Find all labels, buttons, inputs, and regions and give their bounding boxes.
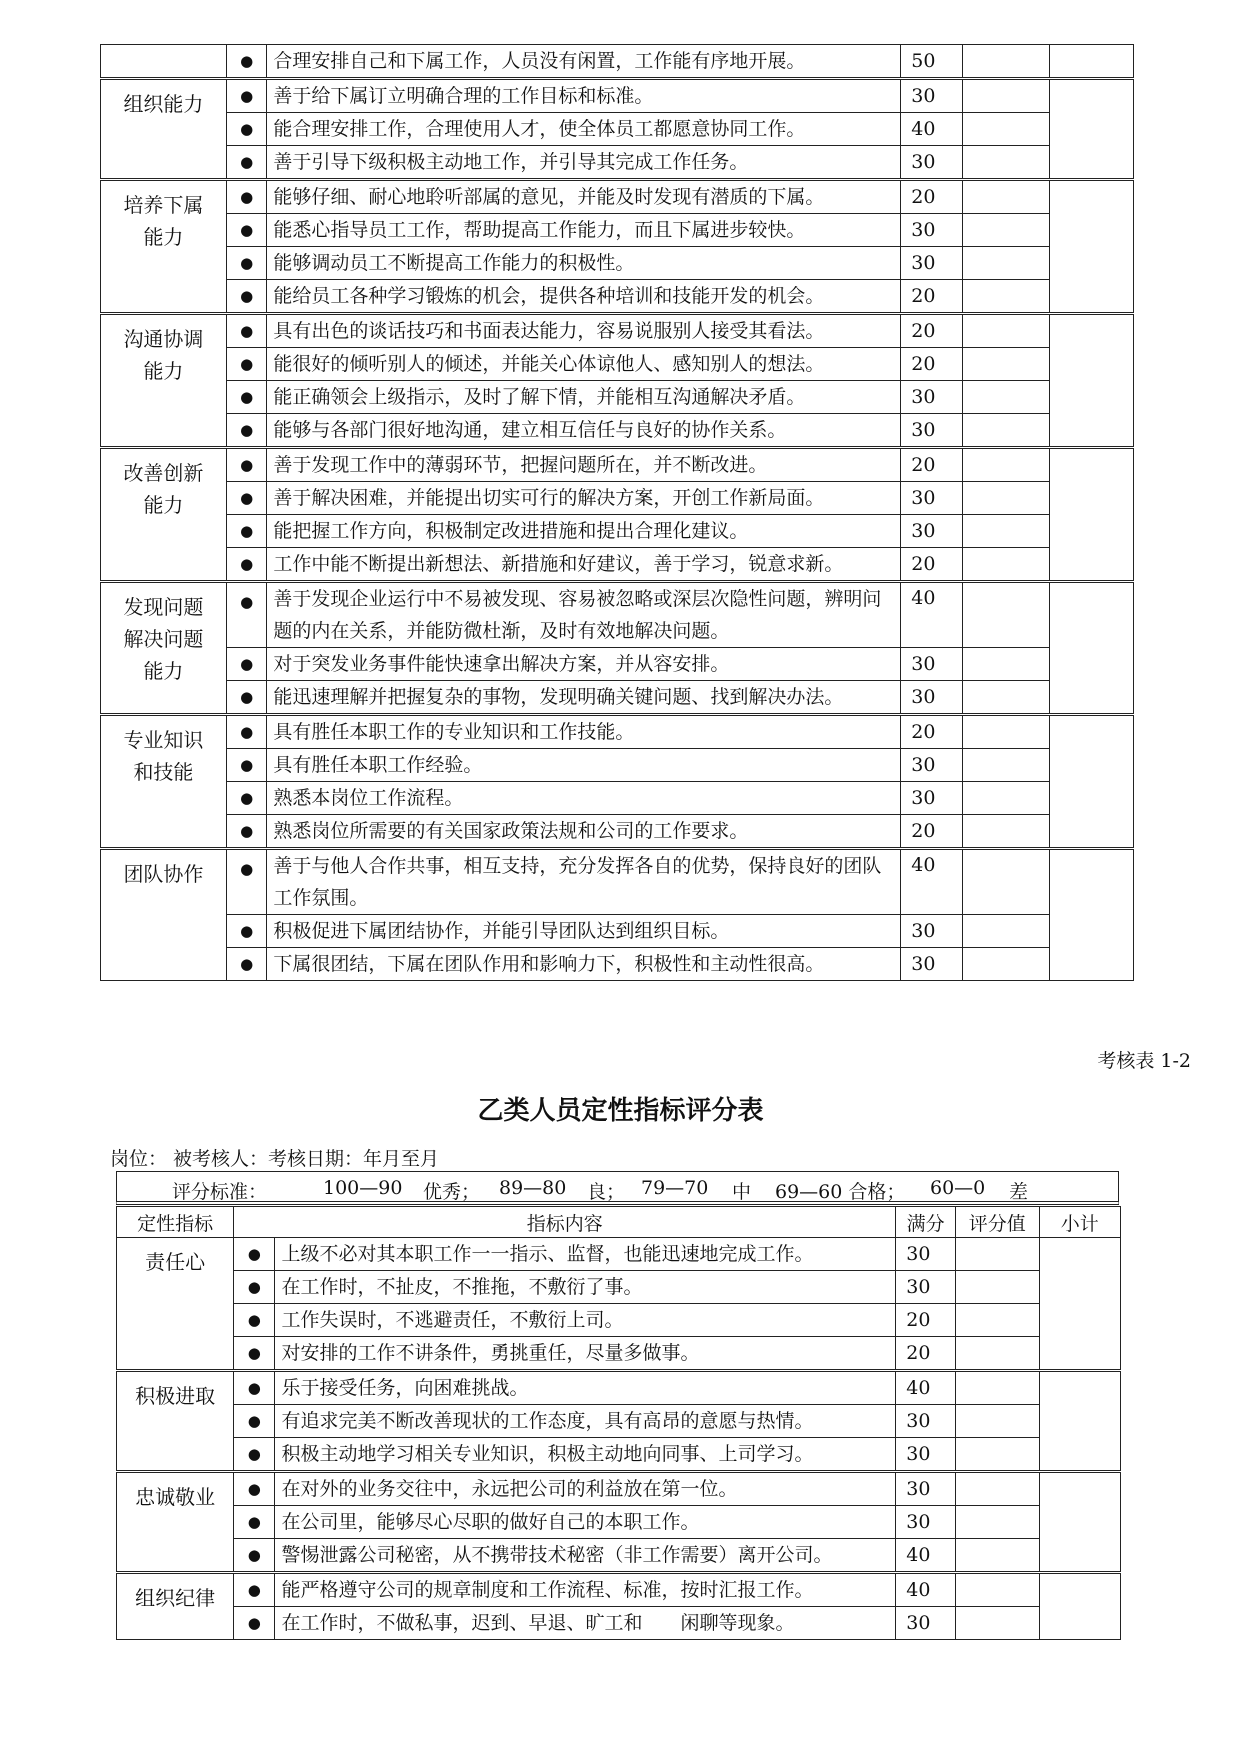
category-line: 专业知识 bbox=[123, 728, 204, 752]
grade-excellent: 优秀； bbox=[423, 1181, 481, 1203]
score-value-cell[interactable] bbox=[963, 515, 1050, 548]
bullet-icon: ● bbox=[234, 1304, 275, 1337]
table-row bbox=[101, 915, 1134, 948]
score-value-cell[interactable] bbox=[963, 915, 1050, 948]
score-value-cell[interactable] bbox=[955, 1271, 1039, 1304]
indicator-content: 善于给下属订立明确合理的工作目标和标准。 bbox=[267, 79, 901, 113]
indicator-content: 能正确领会上级指示，及时了解下情，并能相互沟通解决矛盾。 bbox=[267, 381, 901, 414]
table-row bbox=[117, 1539, 1121, 1573]
scoring-standard bbox=[116, 1171, 1119, 1205]
indicator-content: 对安排的工作不讲条件，勇挑重任，尽量多做事。 bbox=[275, 1337, 896, 1371]
indicator-category bbox=[101, 715, 227, 849]
category-line: 沟通协调 bbox=[123, 327, 204, 351]
score-value-cell[interactable] bbox=[963, 214, 1050, 247]
full-score: 20 bbox=[896, 1337, 956, 1371]
bullet-icon: ● bbox=[226, 548, 266, 582]
indicator-content: 下属很团结，下属在团队作用和影响力下，积极性和主动性很高。 bbox=[267, 948, 901, 981]
bullet-icon: ● bbox=[226, 482, 266, 515]
full-score: 40 bbox=[896, 1539, 956, 1573]
bullet-icon: ● bbox=[234, 1573, 275, 1607]
indicator-content: 具有胜任本职工作经验。 bbox=[267, 749, 901, 782]
category-line: 发现问题 bbox=[123, 595, 204, 619]
indicator-category: 积极进取 bbox=[117, 1371, 234, 1472]
bullet-icon: ● bbox=[226, 948, 266, 981]
subtotal-cell[interactable] bbox=[1039, 1472, 1120, 1573]
indicator-content: 对于突发业务事件能快速拿出解决方案，并从容安排。 bbox=[267, 648, 901, 681]
indicator-content: 乐于接受任务，向困难挑战。 bbox=[275, 1371, 896, 1405]
category-line: 能力 bbox=[143, 225, 184, 249]
category-line: 解决问题 bbox=[123, 627, 204, 651]
bullet-icon: ● bbox=[234, 1337, 275, 1371]
indicator-content: 合理安排自己和下属工作，人员没有闲置，工作能有序地开展。 bbox=[267, 45, 901, 79]
header-score-value: 评分值 bbox=[955, 1207, 1039, 1238]
indicator-content: 能迅速理解并把握复杂的事物，发现明确关键问题、找到解决办法。 bbox=[267, 681, 901, 715]
subtotal-cell[interactable] bbox=[1049, 314, 1133, 448]
bullet-icon: ● bbox=[226, 180, 266, 214]
table-row bbox=[101, 180, 1134, 214]
bullet-icon: ● bbox=[226, 348, 266, 381]
bullet-icon: ● bbox=[234, 1405, 275, 1438]
indicator-content: 能合理安排工作，合理使用人才，使全体员工都愿意协同工作。 bbox=[267, 113, 901, 146]
indicator-content: 善于引导下级积极主动地工作，并引导其完成工作任务。 bbox=[267, 146, 901, 180]
indicator-content: 上级不必对其本职工作一一指示、监督，也能迅速地完成工作。 bbox=[275, 1238, 896, 1271]
score-value-cell[interactable] bbox=[963, 280, 1050, 314]
indicator-content: 能严格遵守公司的规章制度和工作流程、标准，按时汇报工作。 bbox=[275, 1573, 896, 1607]
bullet-icon: ● bbox=[234, 1539, 275, 1573]
header-subtotal: 小计 bbox=[1039, 1207, 1120, 1238]
indicator-category: 责任心 bbox=[117, 1238, 234, 1371]
indicator-content: 能悉心指导员工工作，帮助提高工作能力，而且下属进步较快。 bbox=[267, 214, 901, 247]
score-value-cell[interactable] bbox=[963, 448, 1050, 482]
score-value-cell[interactable] bbox=[963, 146, 1050, 180]
header-content: 指标内容 bbox=[234, 1207, 896, 1238]
score-value-cell[interactable] bbox=[963, 45, 1050, 79]
bullet-icon: ● bbox=[234, 1607, 275, 1640]
indicator-content: 在工作时，不做私事，迟到、早退、旷工和 闲聊等现象。 bbox=[275, 1607, 896, 1640]
subtotal-cell[interactable] bbox=[1039, 1238, 1120, 1371]
table-row bbox=[101, 648, 1134, 681]
indicator-content: 能够仔细、耐心地聆听部属的意见，并能及时发现有潜质的下属。 bbox=[267, 180, 901, 214]
full-score: 40 bbox=[901, 849, 963, 915]
indicator-content: 有追求完美不断改善现状的工作态度，具有高昂的意愿与热情。 bbox=[275, 1405, 896, 1438]
form-code: 考核表 1-2 bbox=[1097, 1050, 1191, 1072]
full-score: 20 bbox=[901, 314, 963, 348]
score-value-cell[interactable] bbox=[955, 1238, 1039, 1271]
table-row bbox=[101, 247, 1134, 280]
full-score: 20 bbox=[896, 1304, 956, 1337]
bullet-icon: ● bbox=[226, 381, 266, 414]
full-score: 40 bbox=[896, 1371, 956, 1405]
full-score: 30 bbox=[901, 381, 963, 414]
bullet-icon: ● bbox=[226, 782, 266, 815]
indicator-content: 积极主动地学习相关专业知识，积极主动地向同事、上司学习。 bbox=[275, 1438, 896, 1472]
subtotal-cell[interactable] bbox=[1039, 1371, 1120, 1472]
indicator-content: 在对外的业务交往中，永远把公司的利益放在第一位。 bbox=[275, 1472, 896, 1506]
bullet-icon: ● bbox=[226, 749, 266, 782]
table-row bbox=[117, 1337, 1121, 1371]
full-score: 40 bbox=[901, 113, 963, 146]
table-row bbox=[101, 146, 1134, 180]
score-value-cell[interactable] bbox=[955, 1573, 1039, 1607]
full-score: 20 bbox=[901, 280, 963, 314]
bullet-icon: ● bbox=[226, 448, 266, 482]
performance-table-1 bbox=[100, 44, 1134, 981]
bullet-icon: ● bbox=[226, 113, 266, 146]
indicator-content: 在工作时，不扯皮，不推拖，不敷衍了事。 bbox=[275, 1271, 896, 1304]
score-value-cell[interactable] bbox=[963, 414, 1050, 448]
indicator-content: 善于发现企业运行中不易被发现、容易被忽略或深层次隐性问题，辨明问题的内在关系，并能防微杜渐，及时有效地解决问题。 bbox=[267, 582, 901, 648]
subtotal-cell[interactable] bbox=[1049, 180, 1133, 314]
subtotal-cell[interactable] bbox=[1049, 849, 1133, 981]
page-title: 乙类人员定性指标评分表 bbox=[477, 1096, 764, 1126]
bullet-icon: ● bbox=[226, 414, 266, 448]
score-value-cell[interactable] bbox=[963, 381, 1050, 414]
full-score: 20 bbox=[901, 348, 963, 381]
table-row bbox=[117, 1371, 1121, 1405]
indicator-content: 能够调动员工不断提高工作能力的积极性。 bbox=[267, 247, 901, 280]
full-score: 30 bbox=[901, 146, 963, 180]
full-score: 30 bbox=[901, 247, 963, 280]
indicator-content: 善于与他人合作共事，相互支持，充分发挥各自的优势，保持良好的团队工作氛围。 bbox=[267, 849, 901, 915]
subtotal-cell[interactable] bbox=[1049, 448, 1133, 582]
subtotal-cell[interactable] bbox=[1049, 45, 1133, 79]
table-row bbox=[101, 448, 1134, 482]
score-value-cell[interactable] bbox=[963, 582, 1050, 648]
bullet-icon: ● bbox=[226, 715, 266, 749]
indicator-content: 警惕泄露公司秘密，从不携带技术秘密（非工作需要）离开公司。 bbox=[275, 1539, 896, 1573]
table-row bbox=[101, 815, 1134, 849]
table-row bbox=[101, 749, 1134, 782]
bullet-icon: ● bbox=[234, 1271, 275, 1304]
indicator-category bbox=[101, 582, 227, 715]
indicator-category: 组织能力 bbox=[101, 79, 227, 180]
subtotal-cell[interactable] bbox=[1049, 79, 1133, 180]
table-row bbox=[101, 948, 1134, 981]
grade-range-poor: 60—0 bbox=[930, 1177, 986, 1199]
bullet-icon: ● bbox=[226, 849, 266, 915]
category-line: 改善创新 bbox=[123, 461, 204, 485]
score-value-cell[interactable] bbox=[963, 247, 1050, 280]
bullet-icon: ● bbox=[226, 314, 266, 348]
full-score: 30 bbox=[901, 681, 963, 715]
grade-poor: 差 bbox=[1009, 1181, 1029, 1203]
score-value-cell[interactable] bbox=[955, 1405, 1039, 1438]
bullet-icon: ● bbox=[234, 1438, 275, 1472]
score-value-cell[interactable] bbox=[963, 948, 1050, 981]
score-value-cell[interactable] bbox=[963, 314, 1050, 348]
score-value-cell[interactable] bbox=[963, 715, 1050, 749]
indicator-content: 能给员工各种学习锻炼的机会，提供各种培训和技能开发的机会。 bbox=[267, 280, 901, 314]
full-score: 20 bbox=[901, 548, 963, 582]
score-value-cell[interactable] bbox=[963, 815, 1050, 849]
meta-line: 岗位： 被考核人：考核日期：年月至月 bbox=[110, 1148, 440, 1170]
score-value-cell[interactable] bbox=[963, 482, 1050, 515]
score-value-cell[interactable] bbox=[963, 79, 1050, 113]
table-row bbox=[101, 79, 1134, 113]
grade-good: 良； bbox=[587, 1181, 626, 1203]
standard-label: 评分标准： bbox=[172, 1181, 268, 1203]
table-row bbox=[117, 1271, 1121, 1304]
score-value-cell[interactable] bbox=[955, 1539, 1039, 1573]
table-row bbox=[117, 1238, 1121, 1271]
full-score: 30 bbox=[896, 1607, 956, 1640]
indicator-category: 忠诚敬业 bbox=[117, 1472, 234, 1573]
bullet-icon: ● bbox=[226, 280, 266, 314]
bullet-icon: ● bbox=[226, 815, 266, 849]
indicator-category: 团队协作 bbox=[101, 849, 227, 981]
full-score: 30 bbox=[901, 749, 963, 782]
score-value-cell[interactable] bbox=[963, 548, 1050, 582]
score-value-cell[interactable] bbox=[955, 1304, 1039, 1337]
indicator-content: 熟悉本岗位工作流程。 bbox=[267, 782, 901, 815]
full-score: 40 bbox=[896, 1573, 956, 1607]
header-full-score: 满分 bbox=[896, 1207, 956, 1238]
indicator-content: 积极促进下属团结协作，并能引导团队达到组织目标。 bbox=[267, 915, 901, 948]
bullet-icon: ● bbox=[226, 146, 266, 180]
indicator-content: 能够与各部门很好地沟通，建立相互信任与良好的协作关系。 bbox=[267, 414, 901, 448]
category-line: 能力 bbox=[143, 659, 184, 683]
full-score: 50 bbox=[901, 45, 963, 79]
full-score: 30 bbox=[901, 79, 963, 113]
indicator-content: 善于发现工作中的薄弱环节，把握问题所在，并不断改进。 bbox=[267, 448, 901, 482]
bullet-icon: ● bbox=[226, 79, 266, 113]
category-line: 能力 bbox=[143, 493, 184, 517]
table-row bbox=[101, 681, 1134, 715]
grade-range-excellent: 100—90 bbox=[323, 1177, 403, 1199]
table-row bbox=[101, 214, 1134, 247]
full-score: 30 bbox=[896, 1405, 956, 1438]
bullet-icon: ● bbox=[226, 214, 266, 247]
table-row bbox=[101, 582, 1134, 648]
table-row bbox=[101, 280, 1134, 314]
table-row bbox=[101, 548, 1134, 582]
table-row bbox=[101, 782, 1134, 815]
score-value-cell[interactable] bbox=[963, 681, 1050, 715]
bullet-icon: ● bbox=[226, 681, 266, 715]
table-row bbox=[117, 1472, 1121, 1506]
full-score: 30 bbox=[896, 1271, 956, 1304]
full-score: 20 bbox=[901, 715, 963, 749]
full-score: 30 bbox=[896, 1438, 956, 1472]
full-score: 30 bbox=[901, 948, 963, 981]
table-row bbox=[117, 1607, 1121, 1640]
indicator-content: 工作中能不断提出新想法、新措施和好建议，善于学习，锐意求新。 bbox=[267, 548, 901, 582]
grade-pass: 69—60 合格； bbox=[775, 1181, 906, 1203]
table-row bbox=[117, 1506, 1121, 1539]
performance-table-2 bbox=[116, 1206, 1121, 1640]
full-score: 30 bbox=[896, 1238, 956, 1271]
full-score: 30 bbox=[901, 414, 963, 448]
bullet-icon: ● bbox=[226, 648, 266, 681]
bullet-icon: ● bbox=[234, 1506, 275, 1539]
score-value-cell[interactable] bbox=[963, 782, 1050, 815]
subtotal-cell[interactable] bbox=[1039, 1573, 1120, 1640]
full-score: 30 bbox=[901, 515, 963, 548]
full-score: 30 bbox=[901, 482, 963, 515]
score-value-cell[interactable] bbox=[955, 1438, 1039, 1472]
score-value-cell[interactable] bbox=[963, 849, 1050, 915]
indicator-content: 具有出色的谈话技巧和书面表达能力，容易说服别人接受其看法。 bbox=[267, 314, 901, 348]
full-score: 30 bbox=[896, 1472, 956, 1506]
full-score: 30 bbox=[901, 782, 963, 815]
table-row bbox=[101, 482, 1134, 515]
grade-range-good: 89—80 bbox=[499, 1177, 567, 1199]
score-value-cell[interactable] bbox=[955, 1607, 1039, 1640]
score-value-cell[interactable] bbox=[963, 648, 1050, 681]
score-value-cell[interactable] bbox=[963, 113, 1050, 146]
indicator-category bbox=[101, 45, 227, 79]
grade-range-medium: 79—70 bbox=[641, 1177, 709, 1199]
bullet-icon: ● bbox=[234, 1371, 275, 1405]
full-score: 30 bbox=[901, 214, 963, 247]
table-row bbox=[101, 381, 1134, 414]
indicator-content: 善于解决困难，并能提出切实可行的解决方案，开创工作新局面。 bbox=[267, 482, 901, 515]
bullet-icon: ● bbox=[234, 1238, 275, 1271]
category-line: 能力 bbox=[143, 359, 184, 383]
full-score: 30 bbox=[896, 1506, 956, 1539]
indicator-category bbox=[101, 180, 227, 314]
bullet-icon: ● bbox=[226, 582, 266, 648]
bullet-icon: ● bbox=[226, 515, 266, 548]
bullet-icon: ● bbox=[234, 1472, 275, 1506]
table-row bbox=[101, 715, 1134, 749]
table-row bbox=[101, 515, 1134, 548]
table-row bbox=[117, 1438, 1121, 1472]
indicator-category bbox=[101, 314, 227, 448]
bullet-icon: ● bbox=[226, 45, 266, 79]
table-row bbox=[117, 1405, 1121, 1438]
table-row bbox=[117, 1573, 1121, 1607]
full-score: 40 bbox=[901, 582, 963, 648]
indicator-content: 工作失误时，不逃避责任，不敷衍上司。 bbox=[275, 1304, 896, 1337]
table-row bbox=[101, 113, 1134, 146]
score-value-cell[interactable] bbox=[963, 180, 1050, 214]
header-indicator: 定性指标 bbox=[117, 1207, 234, 1238]
category-line: 培养下属 bbox=[123, 193, 204, 217]
full-score: 30 bbox=[901, 648, 963, 681]
subtotal-cell[interactable] bbox=[1049, 582, 1133, 715]
indicator-content: 在公司里，能够尽心尽职的做好自己的本职工作。 bbox=[275, 1506, 896, 1539]
score-value-cell[interactable] bbox=[955, 1337, 1039, 1371]
table-row bbox=[117, 1304, 1121, 1337]
table-row bbox=[101, 314, 1134, 348]
table-row bbox=[101, 348, 1134, 381]
indicator-content: 具有胜任本职工作的专业知识和工作技能。 bbox=[267, 715, 901, 749]
bullet-icon: ● bbox=[226, 915, 266, 948]
subtotal-cell[interactable] bbox=[1049, 715, 1133, 849]
score-value-cell[interactable] bbox=[963, 348, 1050, 381]
indicator-content: 能很好的倾听别人的倾述，并能关心体谅他人、感知别人的想法。 bbox=[267, 348, 901, 381]
score-value-cell[interactable] bbox=[955, 1371, 1039, 1405]
bullet-icon: ● bbox=[226, 247, 266, 280]
indicator-content: 熟悉岗位所需要的有关国家政策法规和公司的工作要求。 bbox=[267, 815, 901, 849]
full-score: 20 bbox=[901, 815, 963, 849]
table-row bbox=[101, 45, 1134, 79]
category-line: 和技能 bbox=[133, 760, 194, 784]
indicator-category bbox=[101, 448, 227, 582]
indicator-category: 组织纪律 bbox=[117, 1573, 234, 1640]
full-score: 20 bbox=[901, 448, 963, 482]
grade-medium: 中 bbox=[732, 1181, 752, 1203]
table-row bbox=[101, 414, 1134, 448]
table-row bbox=[101, 849, 1134, 915]
full-score: 20 bbox=[901, 180, 963, 214]
score-value-cell[interactable] bbox=[963, 749, 1050, 782]
score-value-cell[interactable] bbox=[955, 1506, 1039, 1539]
indicator-content: 能把握工作方向，积极制定改进措施和提出合理化建议。 bbox=[267, 515, 901, 548]
score-value-cell[interactable] bbox=[955, 1472, 1039, 1506]
full-score: 30 bbox=[901, 915, 963, 948]
